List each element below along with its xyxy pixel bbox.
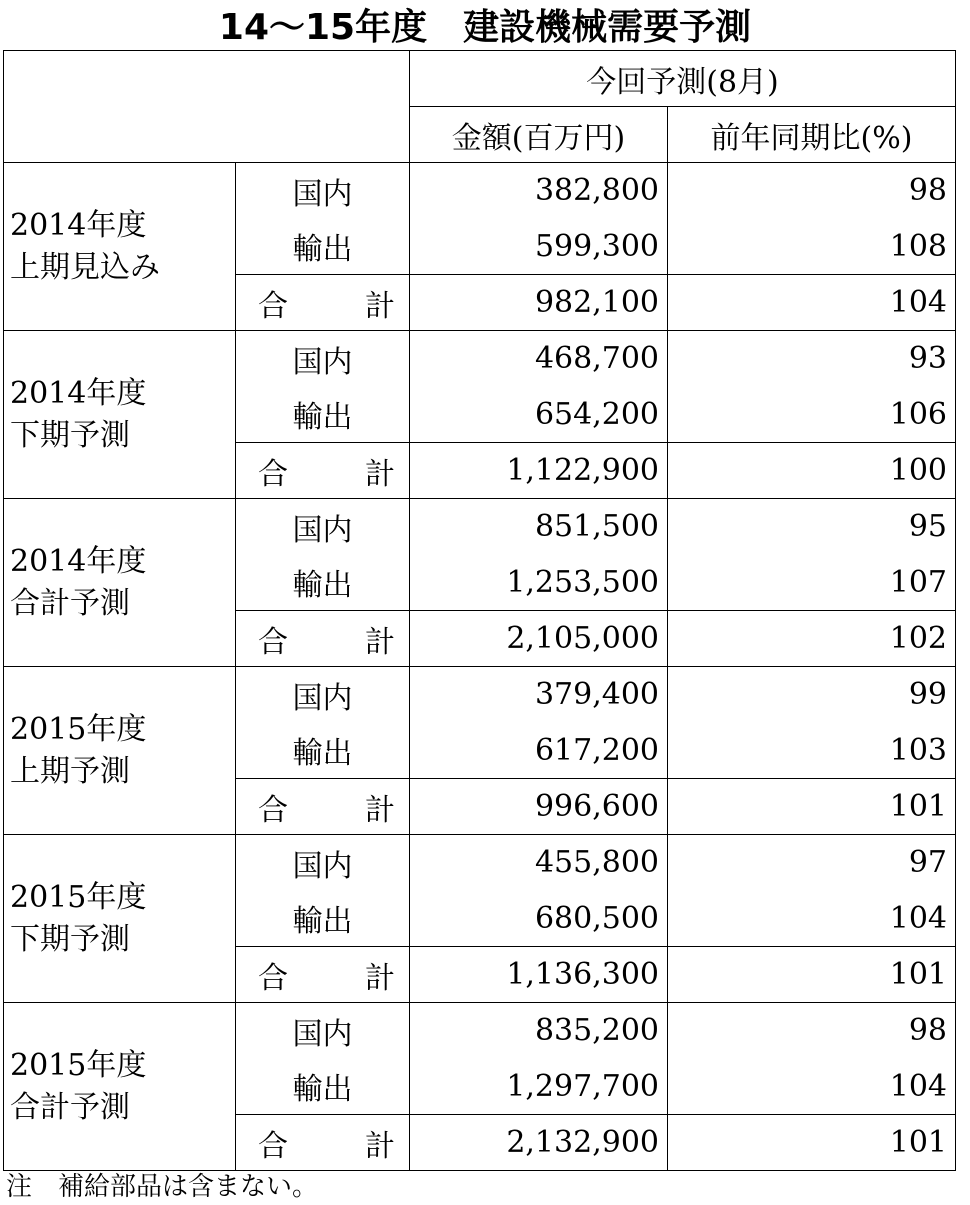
- ratio-cell: 107: [668, 555, 956, 611]
- table-row: [4, 667, 956, 723]
- category-label: 輸出: [236, 219, 410, 275]
- amount-cell: 835,200: [410, 1003, 668, 1059]
- amount-cell: 654,200: [410, 387, 668, 443]
- forecast-header: 今回予測(8月): [410, 51, 956, 107]
- ratio-header: 前年同期比(%): [668, 107, 956, 163]
- ratio-cell: 102: [668, 611, 956, 667]
- period-type: 下期予測: [10, 921, 130, 957]
- table-row: [4, 1003, 956, 1059]
- category-label: 国内: [236, 499, 410, 555]
- period-type: 上期見込み: [10, 249, 160, 285]
- amount-cell: 982,100: [410, 275, 668, 331]
- page-title: 14〜15年度 建設機械需要予測: [218, 7, 752, 48]
- period-year: 2014年度: [10, 207, 147, 243]
- amount-cell: 455,800: [410, 835, 668, 891]
- category-label: 輸出: [236, 1059, 410, 1115]
- period-year: 2015年度: [10, 879, 147, 915]
- amount-cell: 680,500: [410, 891, 668, 947]
- category-label: 輸出: [236, 891, 410, 947]
- ratio-cell: 101: [668, 1115, 956, 1171]
- ratio-cell: 98: [668, 163, 956, 219]
- period-year: 2015年度: [10, 711, 147, 747]
- period-type: 上期予測: [10, 753, 130, 789]
- amount-cell: 2,105,000: [410, 611, 668, 667]
- period-type: 合計予測: [10, 1089, 130, 1125]
- ratio-cell: 93: [668, 331, 956, 387]
- period-year: 2014年度: [10, 543, 147, 579]
- category-label: 輸出: [236, 723, 410, 779]
- ratio-cell: 101: [668, 779, 956, 835]
- header-row-1: [4, 51, 956, 107]
- ratio-cell: 108: [668, 219, 956, 275]
- amount-cell: 2,132,900: [410, 1115, 668, 1171]
- category-label: 国内: [236, 835, 410, 891]
- ratio-cell: 103: [668, 723, 956, 779]
- period-year: 2015年度: [10, 1047, 147, 1083]
- total-label: 合 計: [236, 443, 410, 499]
- period-type: 下期予測: [10, 417, 130, 453]
- period-cell: [4, 499, 236, 667]
- ratio-cell: 95: [668, 499, 956, 555]
- amount-cell: 996,600: [410, 779, 668, 835]
- ratio-cell: 97: [668, 835, 956, 891]
- period-cell: [4, 331, 236, 499]
- table-row: [4, 499, 956, 555]
- table-row: [4, 835, 956, 891]
- total-label: 合 計: [236, 275, 410, 331]
- period-cell: [4, 1003, 236, 1171]
- category-label: 国内: [236, 1003, 410, 1059]
- ratio-cell: 99: [668, 667, 956, 723]
- table-row: [4, 163, 956, 219]
- total-label: 合 計: [236, 779, 410, 835]
- forecast-table: [3, 50, 956, 1171]
- amount-cell: 468,700: [410, 331, 668, 387]
- period-type: 合計予測: [10, 585, 130, 621]
- ratio-cell: 104: [668, 891, 956, 947]
- amount-cell: 1,297,700: [410, 1059, 668, 1115]
- ratio-cell: 106: [668, 387, 956, 443]
- category-label: 国内: [236, 163, 410, 219]
- amount-cell: 851,500: [410, 499, 668, 555]
- category-label: 国内: [236, 331, 410, 387]
- amount-cell: 1,136,300: [410, 947, 668, 1003]
- ratio-cell: 100: [668, 443, 956, 499]
- amount-header: 金額(百万円): [410, 107, 668, 163]
- amount-cell: 599,300: [410, 219, 668, 275]
- category-label: 国内: [236, 667, 410, 723]
- ratio-cell: 104: [668, 275, 956, 331]
- period-cell: [4, 163, 236, 331]
- header-corner: [4, 51, 410, 163]
- period-cell: [4, 835, 236, 1003]
- table-body: [4, 163, 956, 1171]
- table-row: [4, 331, 956, 387]
- ratio-cell: 101: [668, 947, 956, 1003]
- total-label: 合 計: [236, 611, 410, 667]
- ratio-cell: 98: [668, 1003, 956, 1059]
- amount-cell: 382,800: [410, 163, 668, 219]
- period-cell: [4, 667, 236, 835]
- ratio-cell: 104: [668, 1059, 956, 1115]
- total-label: 合 計: [236, 947, 410, 1003]
- period-year: 2014年度: [10, 375, 147, 411]
- category-label: 輸出: [236, 387, 410, 443]
- amount-cell: 379,400: [410, 667, 668, 723]
- amount-cell: 1,253,500: [410, 555, 668, 611]
- amount-cell: 1,122,900: [410, 443, 668, 499]
- total-label: 合 計: [236, 1115, 410, 1171]
- amount-cell: 617,200: [410, 723, 668, 779]
- category-label: 輸出: [236, 555, 410, 611]
- footnote: 注 補給部品は含まない。: [6, 1172, 319, 1202]
